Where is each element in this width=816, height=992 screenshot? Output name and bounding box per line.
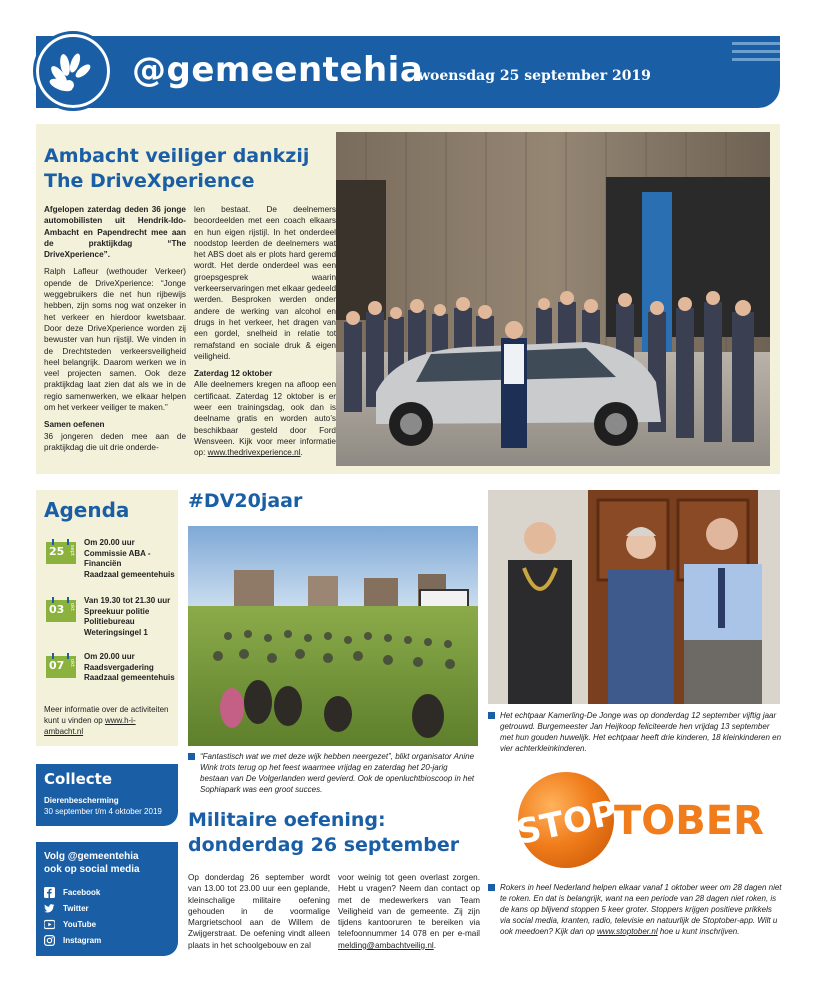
social-title — [44, 850, 140, 876]
agenda-event: Raadsvergadering — [84, 662, 154, 672]
lead-column-1 — [44, 204, 186, 465]
militaire-body — [188, 872, 480, 951]
militaire-column-1: Op donderdag 26 september wordt van 13.00 tot 23.00 uur een geplande, kleinschalige militaire oefening gehouden in de voormalige Margrietschool aan de Willem de Zwijgerstraat. De oefening vindt alleen plaats in het schoolgebouw en zal — [188, 873, 330, 950]
drivexperience-group-photo — [336, 132, 770, 466]
agenda-title: Agenda — [44, 498, 130, 522]
social-title-line: Volg @gemeentehia — [44, 851, 139, 862]
issue-date: woensdag 25 september 2019 — [418, 68, 651, 84]
masthead-title: @gemeentehia — [132, 50, 424, 90]
stoptober-logo-tober: TOBER — [614, 798, 764, 844]
calendar-icon — [46, 542, 76, 564]
park-photo-illustration — [188, 526, 478, 746]
municipality-logo — [36, 34, 110, 108]
stripe — [732, 50, 780, 53]
agenda-time: Van 19.30 tot 21.30 uur — [84, 596, 171, 605]
facebook-icon — [44, 887, 55, 898]
agenda-location: Raadzaal gemeentehuis — [84, 569, 175, 579]
social-label: YouTube — [63, 919, 97, 929]
stripe — [732, 58, 780, 61]
agenda-more-info — [44, 704, 174, 737]
lead-paragraph — [194, 379, 336, 458]
lead-paragraph: len bestaat. De deelnemers beoordeelden met een coach elkaars en hun eigen rijstijl. In het onderdeel noodstop leerden de deelnemers wat het ABS doet als er plots hard geremd wordt. Het derde onderdeel was een groepsgesprek waarin verkeerservaringen met elkaar gedeeld werden. Besproken werden onder andere de werking van alcohol en drugs in het verkeer, het dragen van een gordel, snelheid in relatie tot remafstand en sociale druk & eigen veiligheid. — [194, 205, 336, 361]
social-link-twitter[interactable] — [44, 902, 89, 914]
lead-article-body — [44, 204, 336, 465]
agenda-item — [46, 652, 176, 696]
group-photo-illustration — [336, 132, 770, 466]
lead-subheading: Zaterdag 12 oktober — [194, 369, 273, 379]
social-link-facebook[interactable] — [44, 886, 100, 898]
social-media-panel — [36, 842, 178, 956]
golden-wedding-caption: Het echtpaar Kamerling-De Jonge was op donderdag 12 september vijftig jaar getrouwd. Burgemeester Jan Heijkoop feliciteerde hen vrijdag 13 september met hun gouden huwelijk. Het echtpaar heeft drie kinderen, 18 kleinkinderen en vier achterkleinkinderen. — [500, 711, 782, 753]
lead-paragraph-end: . — [300, 448, 303, 458]
lead-article — [36, 124, 780, 474]
stoptober-logo-stop: STOP — [514, 792, 621, 854]
golden-wedding-photo — [488, 490, 780, 704]
social-title-line: ook op social media — [44, 864, 140, 875]
stoptober-caption-text: Rokers in heel Nederland helpen elkaar vanaf 1 oktober weer om 28 dagen niet te roken. En dat is belangrijk, want na een periode van 28 dagen niet roken, is de kans op blijvend stoppen 5 keer groter. Stoppers krijgen positieve prikkels via social media, kranten, radio, televisie en natuurlijk de Stoptober-app. Wilt u ook meedoen? Kijk dan op — [500, 883, 782, 936]
militaire-title-line: Militaire oefening: — [188, 809, 386, 831]
lead-column-2 — [194, 204, 336, 465]
agenda-month: okt — [69, 603, 75, 611]
collecte-dates: 30 september t/m 4 oktober 2019 — [44, 807, 162, 816]
twitter-icon — [44, 903, 55, 914]
instagram-icon — [44, 935, 55, 946]
page-header — [36, 36, 780, 108]
agenda-day: 25 — [49, 545, 65, 558]
dv20-heading: #DV20jaar — [188, 490, 303, 512]
militaire-title-line: donderdag 26 september — [188, 834, 460, 856]
calendar-icon — [46, 656, 76, 678]
agenda-more-text: Meer informatie over de activiteiten kunt u vinden op — [44, 705, 169, 725]
youtube-icon — [44, 919, 55, 930]
lead-subheading: Samen oefenen — [44, 420, 105, 430]
social-label: Twitter — [63, 903, 89, 913]
open-air-cinema-photo — [188, 526, 478, 746]
agenda-item — [46, 538, 176, 582]
collecte-panel — [36, 764, 178, 826]
agenda-time: Om 20.00 uur — [84, 652, 135, 661]
social-link-instagram[interactable] — [44, 934, 101, 946]
agenda-event: Financiën — [84, 559, 122, 568]
municipality-website-link[interactable]: www.h-i-ambacht.nl — [44, 716, 136, 736]
stripe — [732, 42, 780, 45]
social-label: Instagram — [63, 935, 102, 945]
agenda-day: 07 — [49, 659, 65, 672]
stoptober-logo-graphic — [514, 768, 764, 872]
agenda-event: Commissie ABA - — [84, 548, 151, 558]
agenda-details — [84, 652, 180, 684]
agenda-details — [84, 538, 180, 580]
agenda-day: 03 — [49, 603, 65, 616]
caption-marker-icon — [488, 884, 495, 891]
dv20-caption: “Fantastisch wat we met deze wijk hebben neergezet”, blikt organisator Anine Wink trots terug op het feest waarmee vrijdag en zaterdag het 20-jarig bestaan van De Volgerlanden werd gevierd. Ook de openluchtbioscoop in het Sophiapark was een groot succes. — [200, 752, 475, 794]
lead-article-title — [44, 144, 334, 194]
lead-paragraph: 36 jongeren deden mee aan de praktijkdag die uit drie onderde- — [44, 431, 186, 452]
stoptober-link[interactable]: www.stoptober.nl — [596, 927, 658, 936]
militaire-column-2 — [338, 872, 480, 951]
militaire-text-end: . — [433, 940, 436, 950]
agenda-time: Om 20.00 uur — [84, 538, 135, 547]
agenda-month: okt — [69, 659, 75, 667]
collecte-organisation: Dierenbescherming — [44, 796, 119, 805]
header-stripes — [732, 42, 780, 66]
drivexperience-link[interactable]: www.thedrivexperience.nl — [207, 448, 301, 458]
stoptober-caption-end: hoe u kunt inschrijven. — [659, 927, 740, 936]
agenda-details — [84, 596, 180, 638]
agenda-month: sept — [69, 545, 75, 556]
lead-title-line: Ambacht veiliger dankzij — [44, 145, 310, 167]
melding-email-link[interactable]: melding@ambachtveilig.nl — [338, 940, 434, 950]
lead-title-line: The DriveXperience — [44, 170, 255, 192]
lead-paragraph: Ralph Lafleur (wethouder Verkeer) opende de DriveXperience: “Jonge weggebruikers die net hun rijbewijs hebben, zijn soms nog wat onzeker in het verkeer en hierdoor kwetsbaar. Door deze DriveXperience worden zij bewuster van hun rijstijl. We vinden in de Drechtsteden verkeersveiligheid heel belangrijk. Daarom werken we in veel projecten samen. Ook deze praktijkdag laat zien dat als we in de regio samenwerken, we elkaar helpen om het verkeer veiliger te maken.” — [44, 267, 186, 413]
lead-paragraph-text: Alle deelnemers kregen na afloop een certificaat. Zaterdag 12 oktober is er weer een trainingsdag, ook dan is deelname gratis en worden auto’s beschikbaar gesteld door Ford Wensveen. Kijk voor meer informatie op: — [194, 380, 336, 458]
stoptober-logo — [514, 768, 764, 872]
agenda-item — [46, 596, 176, 640]
agenda-location: Politiebureau — [84, 617, 135, 626]
couple-photo-illustration — [488, 490, 780, 704]
caption-marker-icon — [188, 753, 195, 760]
social-label: Facebook — [63, 887, 101, 897]
flower-logo-icon — [39, 37, 107, 105]
agenda-event: Spreekuur politie — [84, 606, 150, 616]
collecte-title: Collecte — [44, 770, 113, 788]
militaire-text: voor weinig tot geen overlast zorgen. Hebt u vragen? Neem dan contact op met de medewerkers van Team Veiligheid van de gemeente. Zij zijn tijdens kantooruren te bereiken via telefoonnummer 14 078 en per e-mail — [338, 873, 480, 939]
militaire-heading — [188, 808, 478, 858]
agenda-location: Weteringsingel 1 — [84, 627, 148, 637]
lead-intro: Afgelopen zaterdag deden 36 jonge automobilisten uit Hendrik-Ido-Ambacht en Papendrecht mee aan de praktijkdag “The DriveXperience”. — [44, 205, 186, 260]
agenda-panel — [36, 490, 178, 746]
agenda-location: Raadzaal gemeentehuis — [84, 673, 175, 682]
caption-marker-icon — [488, 712, 495, 719]
calendar-icon — [46, 600, 76, 622]
stoptober-caption — [500, 882, 782, 937]
social-link-youtube[interactable] — [44, 918, 96, 930]
